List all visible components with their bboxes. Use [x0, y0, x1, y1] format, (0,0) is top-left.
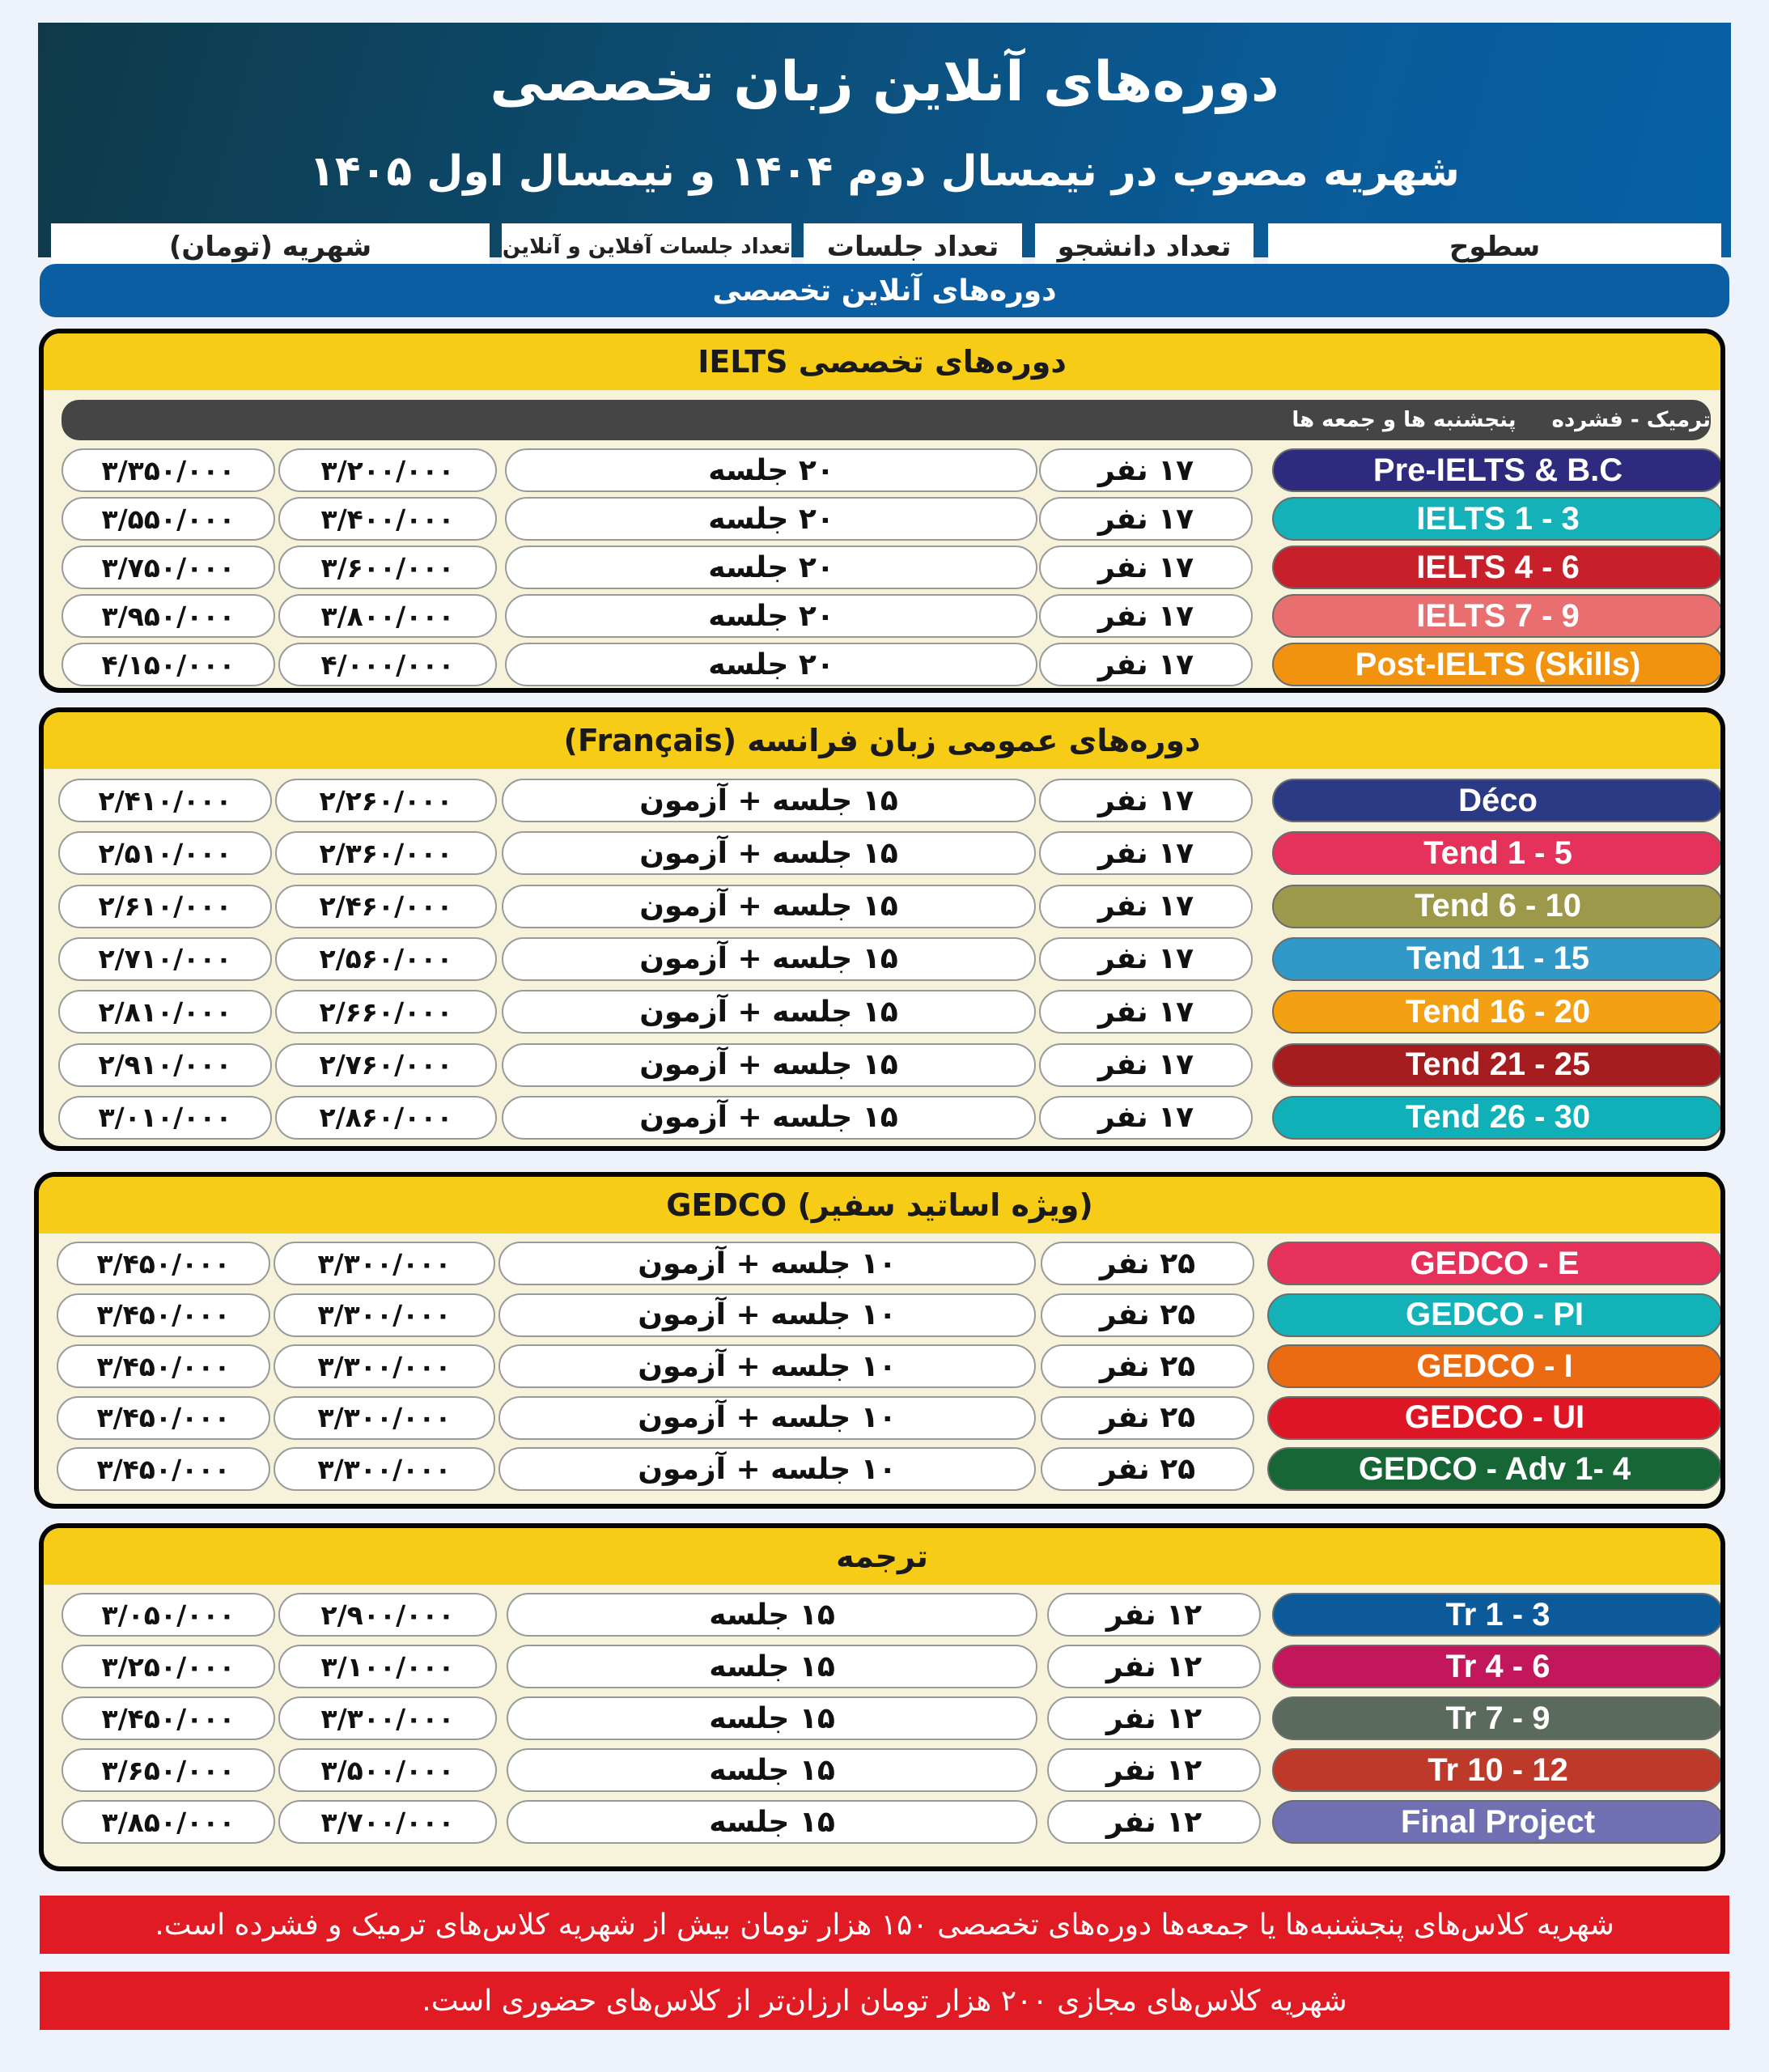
session-count-cell: ۲۰ جلسه — [505, 594, 1037, 638]
tuition-inperson-cell: ۲/۹۱۰/۰۰۰ — [58, 1043, 272, 1087]
session-count-cell: ۱۵ جلسه + آزمون — [502, 831, 1036, 875]
student-count-cell: ۱۷ نفر — [1039, 497, 1253, 541]
level-pill: GEDCO - PI — [1267, 1293, 1722, 1337]
level-pill: GEDCO - UI — [1267, 1396, 1722, 1440]
column-header-students: تعداد دانشجو — [1035, 223, 1254, 270]
schedule-note-type: ترمیک - فشرده — [1551, 408, 1711, 432]
session-count-cell: ۲۰ جلسه — [505, 497, 1037, 541]
footer-note-virtual: شهریه کلاس‌های مجازی ۲۰۰ هزار تومان ارزان‌تر از کلاس‌های حضوری است. — [40, 1972, 1729, 2030]
student-count-cell: ۱۷ نفر — [1039, 643, 1253, 686]
column-header-session-mix: تعداد جلسات آفلاین و آنلاین — [502, 223, 791, 270]
level-pill: Tr 7 - 9 — [1272, 1696, 1724, 1740]
tuition-inperson-cell: ۲/۸۱۰/۰۰۰ — [58, 990, 272, 1034]
schedule-note — [62, 400, 1711, 440]
tuition-online-cell: ۳/۷۰۰/۰۰۰ — [278, 1800, 497, 1844]
session-count-cell: ۱۰ جلسه + آزمون — [498, 1447, 1036, 1491]
level-pill: GEDCO - I — [1267, 1344, 1722, 1388]
level-pill: IELTS 7 - 9 — [1272, 594, 1724, 638]
level-pill: Tend 6 - 10 — [1272, 885, 1724, 928]
student-count-cell: ۱۷ نفر — [1039, 885, 1253, 928]
page-subtitle: شهریه مصوب در نیمسال دوم ۱۴۰۴ و نیمسال اول ۱۴۰۵ — [309, 147, 1460, 196]
level-pill: IELTS 1 - 3 — [1272, 497, 1724, 541]
session-count-cell: ۱۰ جلسه + آزمون — [498, 1242, 1036, 1285]
section-title: ترجمه — [44, 1528, 1720, 1585]
page-title: دوره‌های آنلاین زبان تخصصی — [490, 50, 1279, 114]
session-count-cell: ۲۰ جلسه — [505, 546, 1037, 589]
tuition-online-cell: ۳/۵۰۰/۰۰۰ — [278, 1748, 497, 1792]
session-count-cell: ۱۵ جلسه — [507, 1696, 1037, 1740]
student-count-cell: ۱۷ نفر — [1039, 1043, 1253, 1087]
session-count-cell: ۱۵ جلسه + آزمون — [502, 937, 1036, 981]
tuition-inperson-cell: ۳/۴۵۰/۰۰۰ — [57, 1344, 270, 1388]
level-pill: Post-IELTS (Skills) — [1272, 643, 1724, 686]
tuition-online-cell: ۳/۱۰۰/۰۰۰ — [278, 1645, 497, 1688]
level-pill: GEDCO - E — [1267, 1242, 1722, 1285]
tuition-online-cell: ۳/۶۰۰/۰۰۰ — [278, 546, 497, 589]
session-count-cell: ۱۵ جلسه + آزمون — [502, 990, 1036, 1034]
schedule-note-days: پنجشنبه ها و جمعه ها — [1292, 408, 1517, 432]
session-count-cell: ۱۵ جلسه + آزمون — [502, 1043, 1036, 1087]
tuition-inperson-cell: ۳/۳۵۰/۰۰۰ — [62, 448, 275, 492]
tuition-inperson-cell: ۳/۶۵۰/۰۰۰ — [62, 1748, 275, 1792]
tuition-online-cell: ۲/۵۶۰/۰۰۰ — [275, 937, 497, 981]
tuition-inperson-cell: ۲/۴۱۰/۰۰۰ — [58, 779, 272, 822]
tuition-inperson-cell: ۳/۸۵۰/۰۰۰ — [62, 1800, 275, 1844]
tuition-online-cell: ۲/۶۶۰/۰۰۰ — [275, 990, 497, 1034]
tuition-online-cell: ۲/۴۶۰/۰۰۰ — [275, 885, 497, 928]
student-count-cell: ۱۷ نفر — [1039, 779, 1253, 822]
column-header-levels: سطوح — [1268, 223, 1721, 270]
student-count-cell: ۲۵ نفر — [1041, 1242, 1254, 1285]
student-count-cell: ۲۵ نفر — [1041, 1396, 1254, 1440]
tuition-inperson-cell: ۳/۴۵۰/۰۰۰ — [62, 1696, 275, 1740]
section-title: (ویژه اساتید سفیر) GEDCO — [39, 1177, 1720, 1233]
section-translation — [39, 1523, 1725, 1871]
section-title: دوره‌های عمومی زبان فرانسه (Français) — [44, 712, 1720, 769]
level-pill: Tr 10 - 12 — [1272, 1748, 1724, 1792]
tuition-online-cell: ۳/۳۰۰/۰۰۰ — [278, 1696, 497, 1740]
level-pill: Pre-IELTS & B.C — [1272, 448, 1724, 492]
tuition-inperson-cell: ۳/۰۵۰/۰۰۰ — [62, 1593, 275, 1637]
tuition-online-cell: ۲/۹۰۰/۰۰۰ — [278, 1593, 497, 1637]
tuition-online-cell: ۲/۷۶۰/۰۰۰ — [275, 1043, 497, 1087]
section-gedco — [34, 1172, 1725, 1509]
level-pill: GEDCO - Adv 1- 4 — [1267, 1447, 1722, 1491]
student-count-cell: ۱۷ نفر — [1039, 546, 1253, 589]
student-count-cell: ۱۷ نفر — [1039, 594, 1253, 638]
tuition-online-cell: ۳/۲۰۰/۰۰۰ — [278, 448, 497, 492]
student-count-cell: ۱۷ نفر — [1039, 937, 1253, 981]
footer-note-thursday: شهریه کلاس‌های پنجشنبه‌ها یا جمعه‌ها دوره‌های تخصصی ۱۵۰ هزار تومان بیش از شهریه کلاس‌های ترمیک و فشرده است. — [40, 1896, 1729, 1954]
section-ielts — [39, 329, 1725, 693]
column-header-sessions: تعداد جلسات — [804, 223, 1022, 270]
student-count-cell: ۲۵ نفر — [1041, 1344, 1254, 1388]
tuition-online-cell: ۲/۸۶۰/۰۰۰ — [275, 1096, 497, 1140]
tuition-inperson-cell: ۳/۹۵۰/۰۰۰ — [62, 594, 275, 638]
section-french — [39, 707, 1725, 1151]
tuition-inperson-cell: ۲/۶۱۰/۰۰۰ — [58, 885, 272, 928]
tuition-online-cell: ۳/۳۰۰/۰۰۰ — [274, 1242, 495, 1285]
level-pill: Tend 26 - 30 — [1272, 1096, 1724, 1140]
tuition-online-cell: ۴/۰۰۰/۰۰۰ — [278, 643, 497, 686]
student-count-cell: ۲۵ نفر — [1041, 1447, 1254, 1491]
tuition-online-cell: ۳/۳۰۰/۰۰۰ — [274, 1344, 495, 1388]
session-count-cell: ۱۰ جلسه + آزمون — [498, 1344, 1036, 1388]
tuition-inperson-cell: ۲/۵۱۰/۰۰۰ — [58, 831, 272, 875]
session-count-cell: ۱۵ جلسه — [507, 1800, 1037, 1844]
session-count-cell: ۱۵ جلسه — [507, 1645, 1037, 1688]
level-pill: Tr 4 - 6 — [1272, 1645, 1724, 1688]
tuition-inperson-cell: ۳/۴۵۰/۰۰۰ — [57, 1293, 270, 1337]
session-count-cell: ۲۰ جلسه — [505, 448, 1037, 492]
tuition-inperson-cell: ۳/۴۵۰/۰۰۰ — [57, 1242, 270, 1285]
student-count-cell: ۱۷ نفر — [1039, 1096, 1253, 1140]
tuition-online-cell: ۳/۸۰۰/۰۰۰ — [278, 594, 497, 638]
tuition-inperson-cell: ۳/۴۵۰/۰۰۰ — [57, 1447, 270, 1491]
tuition-inperson-cell: ۳/۲۵۰/۰۰۰ — [62, 1645, 275, 1688]
student-count-cell: ۱۷ نفر — [1039, 990, 1253, 1034]
level-pill: Tend 11 - 15 — [1272, 937, 1724, 981]
tuition-inperson-cell: ۴/۱۵۰/۰۰۰ — [62, 643, 275, 686]
tuition-online-cell: ۲/۳۶۰/۰۰۰ — [275, 831, 497, 875]
tuition-inperson-cell: ۲/۷۱۰/۰۰۰ — [58, 937, 272, 981]
session-count-cell: ۱۵ جلسه + آزمون — [502, 885, 1036, 928]
page-header — [38, 23, 1731, 263]
student-count-cell: ۱۲ نفر — [1047, 1748, 1261, 1792]
tuition-online-cell: ۲/۲۶۰/۰۰۰ — [275, 779, 497, 822]
student-count-cell: ۱۲ نفر — [1047, 1696, 1261, 1740]
session-count-cell: ۱۵ جلسه — [507, 1593, 1037, 1637]
level-pill: Tend 16 - 20 — [1272, 990, 1724, 1034]
student-count-cell: ۱۷ نفر — [1039, 831, 1253, 875]
tuition-online-cell: ۳/۴۰۰/۰۰۰ — [278, 497, 497, 541]
session-count-cell: ۱۰ جلسه + آزمون — [498, 1293, 1036, 1337]
tuition-inperson-cell: ۳/۴۵۰/۰۰۰ — [57, 1396, 270, 1440]
session-count-cell: ۱۰ جلسه + آزمون — [498, 1396, 1036, 1440]
session-count-cell: ۱۵ جلسه + آزمون — [502, 779, 1036, 822]
tuition-online-cell: ۳/۳۰۰/۰۰۰ — [274, 1396, 495, 1440]
column-header-tuition: شهریه (تومان) — [51, 223, 490, 270]
student-count-cell: ۱۲ نفر — [1047, 1645, 1261, 1688]
tuition-online-cell: ۳/۳۰۰/۰۰۰ — [274, 1447, 495, 1491]
level-pill: Final Project — [1272, 1800, 1724, 1844]
tuition-inperson-cell: ۳/۰۱۰/۰۰۰ — [58, 1096, 272, 1140]
tuition-inperson-cell: ۳/۷۵۰/۰۰۰ — [62, 546, 275, 589]
level-pill: Tr 1 - 3 — [1272, 1593, 1724, 1637]
student-count-cell: ۱۲ نفر — [1047, 1800, 1261, 1844]
student-count-cell: ۱۲ نفر — [1047, 1593, 1261, 1637]
section-banner: دوره‌های آنلاین تخصصی — [40, 264, 1729, 317]
level-pill: IELTS 4 - 6 — [1272, 546, 1724, 589]
session-count-cell: ۲۰ جلسه — [505, 643, 1037, 686]
session-count-cell: ۱۵ جلسه — [507, 1748, 1037, 1792]
student-count-cell: ۲۵ نفر — [1041, 1293, 1254, 1337]
level-pill: Tend 21 - 25 — [1272, 1043, 1724, 1087]
tuition-online-cell: ۳/۳۰۰/۰۰۰ — [274, 1293, 495, 1337]
level-pill: Déco — [1272, 779, 1724, 822]
student-count-cell: ۱۷ نفر — [1039, 448, 1253, 492]
session-count-cell: ۱۵ جلسه + آزمون — [502, 1096, 1036, 1140]
section-title: دوره‌های تخصصی IELTS — [44, 333, 1720, 390]
level-pill: Tend 1 - 5 — [1272, 831, 1724, 875]
tuition-inperson-cell: ۳/۵۵۰/۰۰۰ — [62, 497, 275, 541]
